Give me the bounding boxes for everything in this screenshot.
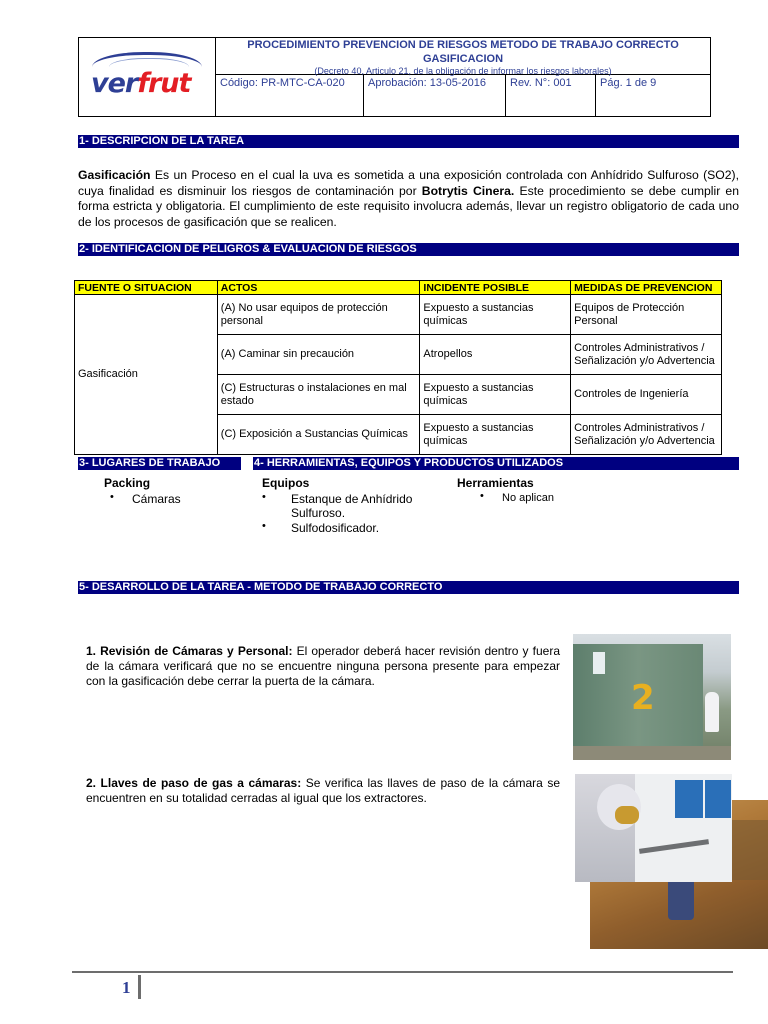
acto-cell: (C) Estructuras o instalaciones en mal estado — [217, 375, 420, 415]
medida-cell: Controles Administrativos / Señalización y/o Advertencia — [571, 335, 722, 375]
signage-blue — [675, 780, 703, 818]
lugares-heading: Packing — [104, 476, 151, 490]
herramientas-heading: Herramientas — [457, 476, 534, 490]
medida-cell: Equipos de Protección Personal — [571, 295, 722, 335]
acto-cell: (C) Exposición a Sustancias Químicas — [217, 415, 420, 455]
col-header-medidas: MEDIDAS DE PREVENCION — [571, 281, 722, 295]
section-3-bar: 3- LUGARES DE TRABAJO — [78, 457, 241, 470]
bullet-icon: • — [110, 491, 114, 503]
page-cell: Pág. 1 de 9 — [600, 77, 657, 89]
lugares-item: Cámaras — [132, 492, 181, 506]
section-5-bar: 5- DESARROLLO DE LA TAREA - METODO DE TRABAJO CORRECTO — [78, 581, 739, 594]
col-header-fuente: FUENTE O SITUACION — [75, 281, 218, 295]
aprobacion-cell: Aprobación: 13-05-2016 — [364, 75, 506, 116]
equipos-item: Sulfodosificador. — [291, 521, 380, 535]
sign-panel — [593, 652, 605, 674]
document-subtitle: (Decreto 40, Articulo 21, de la obligación de informar los riesgos laborales) — [314, 66, 612, 76]
herramientas-item: No aplican — [502, 492, 554, 504]
table-row — [75, 295, 722, 335]
codigo-cell: Código: PR-MTC-CA-020 — [216, 75, 364, 116]
col-header-incidente: INCIDENTE POSIBLE — [420, 281, 571, 295]
acto-cell: (A) Caminar sin precaución — [217, 335, 420, 375]
section-4-bar: 4- HERRAMIENTAS, EQUIPOS Y PRODUCTOS UTILIZADOS — [253, 457, 739, 470]
mask-photo — [575, 774, 732, 882]
revision-cell: Rev. N°: 001 — [506, 75, 596, 116]
chamber-photo — [573, 634, 731, 760]
equipos-item: Estanque de Anhídrido Sulfuroso. — [291, 492, 413, 520]
step-1: 1. Revisión de Cámaras y Personal: El operador deberá hacer revisión dentro y fuera de la cámara verificará que no se encuentre ninguna persona presente para empezar con la gasificación debe cerrar la puerta de la cámara. — [86, 644, 560, 688]
ground — [573, 746, 731, 760]
footer-line — [72, 971, 733, 973]
document-header — [78, 37, 711, 117]
risk-table — [74, 280, 722, 455]
section-1-bar: 1- DESCRIPCION DE LA TAREA — [78, 135, 739, 148]
incidente-cell: Expuesto a sustancias químicas — [420, 375, 571, 415]
step-2: 2. Llaves de paso de gas a cámaras: Se verifica las llaves de paso de la cámara se encuentren en su totalidad cerradas al igual que los extractores. — [86, 776, 560, 805]
verfrut-logo: verfrut — [91, 68, 191, 99]
col-header-actos: ACTOS — [217, 281, 420, 295]
source-cell: Gasificación — [75, 295, 218, 455]
bullet-icon: • — [262, 520, 266, 532]
equipos-heading: Equipos — [262, 476, 310, 490]
incidente-cell: Atropellos — [420, 335, 571, 375]
medida-cell: Controles de Ingeniería — [571, 375, 722, 415]
acto-cell: (A) No usar equipos de protección personal — [217, 295, 420, 335]
gas-mask — [615, 806, 639, 824]
hose — [639, 839, 709, 854]
risk-table-header-row — [75, 281, 722, 295]
bullet-icon: • — [262, 491, 266, 503]
incidente-cell: Expuesto a sustancias químicas — [420, 295, 571, 335]
document-title: PROCEDIMIENTO PREVENCION DE RIESGOS METODO DE TRABAJO CORRECTO — [247, 39, 679, 51]
signage-blue-2 — [705, 780, 731, 818]
page-number-separator — [138, 975, 141, 999]
medida-cell: Controles Administrativos / Señalización y/o Advertencia — [571, 415, 722, 455]
logo-cell — [79, 38, 216, 116]
chamber-number: 2 — [631, 678, 655, 718]
document-title-gasificacion: GASIFICACION — [422, 53, 504, 65]
worker-figure — [705, 692, 719, 732]
page-number: 1 — [122, 978, 131, 997]
bullet-icon: • — [480, 490, 484, 502]
title-cell — [216, 38, 710, 75]
section-2-bar: 2- IDENTIFICACION DE PELIGROS & EVALUACION DE RIESGOS — [78, 243, 739, 256]
description-paragraph: Gasificación Es un Proceso en el cual la uva es sometida a una exposición controlada con Anhídrido Sulfuroso (SO2), cuya finalidad es disminuir los riesgos de contaminación por Botrytis Cinera. Este procedimiento se debe cumplir en forma estricta y obligatoria. El cumplimiento de este requisito involucra además, llevar un registro obligatorio de cada uno de los procesos de gasificación que se realicen. — [78, 168, 739, 229]
incidente-cell: Expuesto a sustancias químicas — [420, 415, 571, 455]
